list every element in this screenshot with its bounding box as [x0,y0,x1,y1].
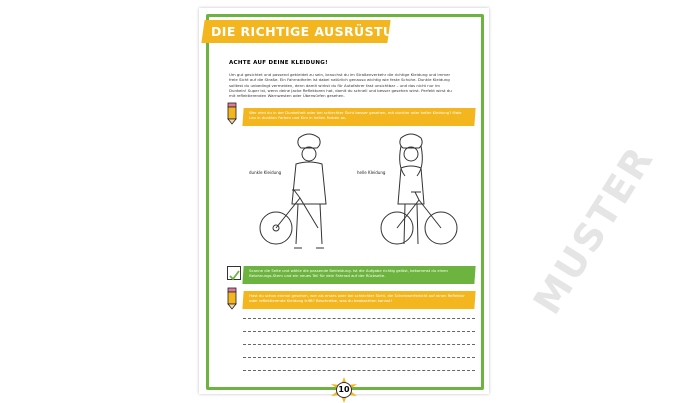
writing-line[interactable] [243,357,475,358]
writing-line[interactable] [243,318,475,319]
writing-line[interactable] [243,331,475,332]
page-number-badge [331,377,357,403]
watermark: MUSTER [524,138,663,322]
boy-with-bike-illustration [254,128,354,258]
label-light-clothing: helle Kleidung [357,170,386,175]
label-dark-clothing: dunkle Kleidung [249,170,282,175]
writing-line[interactable] [243,370,475,371]
task2-text: Scanne die Seite und wähle die passende Bekleidung. Ist die Aufgabe richtig gelöst, bekommst du einen Belohnungs-Stern und ein neues Teil für dein Fahrrad auf der Rückseite. [249,268,448,279]
page-number: 10 [336,382,352,398]
page-title: DIE RICHTIGE AUSRÜSTUNG [211,24,415,39]
pencil-icon [226,286,238,310]
task1-text: Wer wird du in der Dunkelheit oder bei schlechter Sicht besser gesehen, mit dunkler oder heller Kleidung? Male Leo in dunklen Farben und Kim in hellen Farben an. [249,110,462,121]
task1-callout [242,108,475,126]
girl-with-bike-illustration [379,128,479,258]
task2-callout [242,266,475,284]
task3-text: Hast du schon einmal gesehen, wer als erstes oder bei schlechter Sicht, die Scheinwerferlicht auf einen Reflektor oder reflektierende Kleidung trifft? Beschreibe, was du beobachten kannst! [249,293,465,304]
checkbox-icon[interactable] [227,266,241,280]
intro-text: Um gut gesichtet und passend gekleidet zu sein, brauchst du im Straßenverkehr die richtige Kleidung und immer freie Sicht auf die Straße. Ein Fahrradhelm ist dabei natürlich genauso wichtig wie feste Schuhe. Dunkle Kleidung solltest du unbedingt vermeiden, denn damit wirkst du für Autofahrer fast unsichtbar – und das nicht nur im Dunkeln! Super ist, wenn deine Jacke Reflektoren hat, damit du schnell und besser gesehen wirst. Perfekt wirst du mit reflektierenden Warnwesten oder Überwürfen gesehen. [229,72,452,99]
writing-line[interactable] [243,344,475,345]
checkmark-icon [228,270,240,282]
section-heading: ACHTE AUF DEINE KLEIDUNG! [229,60,328,66]
task3-callout [242,291,475,309]
workbook-page [199,8,663,394]
pencil-icon [226,101,238,125]
